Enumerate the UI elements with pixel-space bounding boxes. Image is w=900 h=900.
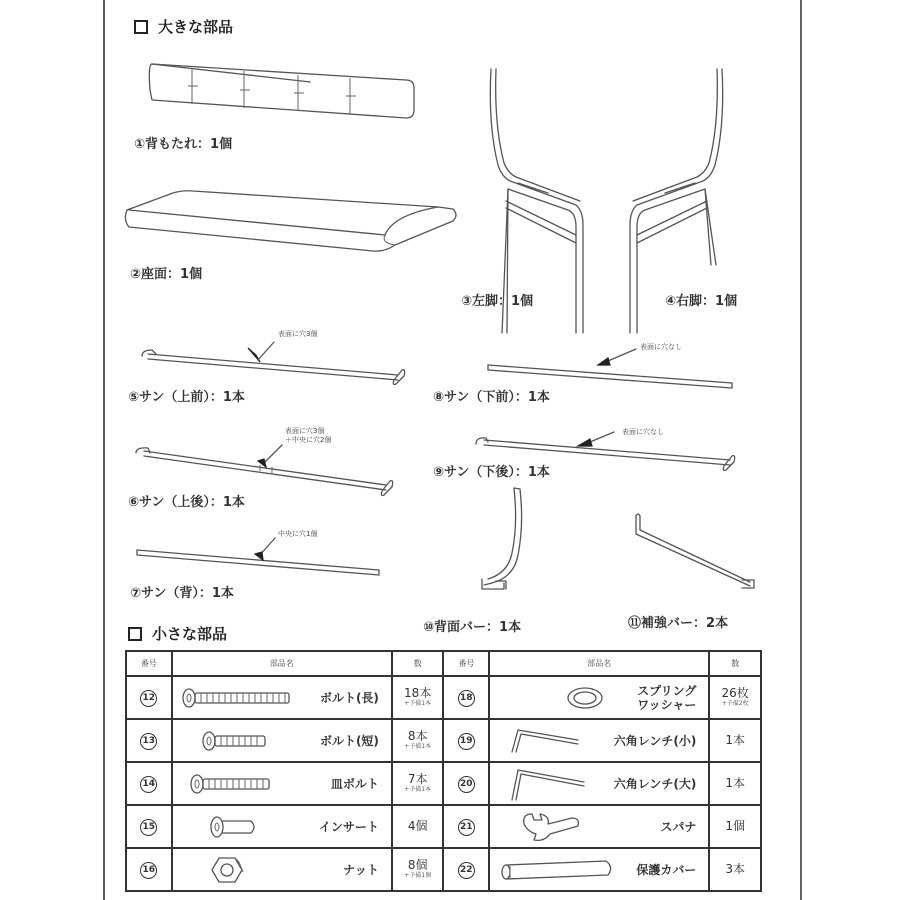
rail-upper-front-illustration xyxy=(140,340,410,385)
part-name: スパナ xyxy=(660,819,697,834)
note-rail-lower-front: 表面に穴なし xyxy=(640,343,682,351)
part-qty: 26枚 xyxy=(721,686,749,700)
part-qty: 4個 xyxy=(407,819,428,833)
header-no: 番号 xyxy=(443,651,489,676)
spring-washer-icon xyxy=(565,686,605,710)
table-row xyxy=(126,719,761,762)
part-name: スプリング ワッシャー xyxy=(637,683,697,712)
part-label-rail-lower-back: ⑨サン（下後）：1本 xyxy=(433,465,550,480)
part-number: 18 xyxy=(458,690,475,707)
part-number: 15 xyxy=(140,819,157,836)
long-bolt-icon xyxy=(181,687,291,709)
table-row xyxy=(126,762,761,805)
part-qty: 18本 xyxy=(404,686,432,700)
part-name: ボルト(短) xyxy=(319,733,379,748)
note-rail-back: 中央に穴1個 xyxy=(278,530,318,538)
note-rail-lower-back: 表面に穴なし xyxy=(622,428,664,436)
table-row xyxy=(126,848,761,891)
reinforcement-bar-illustration xyxy=(634,512,759,592)
table-header-row xyxy=(126,651,761,676)
part-spare: +予備2枚 xyxy=(721,700,749,707)
header-name: 部品名 xyxy=(489,651,709,676)
part-name: 六角レンチ(大) xyxy=(613,776,697,791)
small-parts-heading xyxy=(128,623,227,644)
hex-wrench-small-icon xyxy=(508,726,583,756)
table-row xyxy=(126,805,761,848)
header-qty: 数 xyxy=(392,651,444,676)
rail-lower-front-illustration xyxy=(486,345,736,390)
part-label-seat: ②座面：1個 xyxy=(130,267,203,282)
part-spare: +予備1個 xyxy=(404,872,432,879)
checkbox-icon xyxy=(128,627,142,641)
part-qty: 7本 xyxy=(407,772,428,786)
part-spare: +予備1本 xyxy=(404,700,432,707)
part-qty: 8本 xyxy=(407,729,428,743)
part-number: 13 xyxy=(140,733,157,750)
hex-wrench-large-icon xyxy=(508,766,588,802)
page-border-left xyxy=(103,0,105,900)
part-label-backrest: ①背もたれ：1個 xyxy=(134,137,233,152)
part-qty: 1本 xyxy=(725,776,746,790)
part-label-rail-upper-back: ⑥サン（上後）：1本 xyxy=(128,495,245,510)
small-parts-table xyxy=(125,650,762,892)
small-parts-title: 小さな部品 xyxy=(152,625,228,643)
part-spare: +予備1本 xyxy=(404,743,432,750)
part-number: 20 xyxy=(458,776,475,793)
header-qty: 数 xyxy=(709,651,761,676)
protective-cover-icon xyxy=(498,857,618,883)
part-number: 19 xyxy=(458,733,475,750)
seat-illustration xyxy=(123,185,458,255)
large-parts-heading xyxy=(134,16,233,37)
page-border-right xyxy=(800,0,802,900)
part-number: 16 xyxy=(140,862,157,879)
header-name: 部品名 xyxy=(172,651,392,676)
part-qty: 3本 xyxy=(725,862,746,876)
header-no: 番号 xyxy=(126,651,172,676)
part-label-back-bar: ⑩背面バー：1本 xyxy=(423,620,522,635)
backrest-illustration xyxy=(148,60,318,122)
part-qty: 1本 xyxy=(725,733,746,747)
part-number: 14 xyxy=(140,776,157,793)
part-name: 六角レンチ(小) xyxy=(613,733,697,748)
part-label-reinforcement-bar: ⑪補強バー：2本 xyxy=(628,616,729,631)
note-rail-upper-front: 表面に穴3個 xyxy=(278,330,318,338)
part-name: インサート xyxy=(318,819,379,834)
part-name: 保護カバー xyxy=(636,862,697,877)
table-row xyxy=(126,676,761,719)
part-qty: 1個 xyxy=(725,819,746,833)
hex-nut-icon xyxy=(211,854,245,886)
rail-back-illustration xyxy=(135,538,385,578)
part-spare: +予備1本 xyxy=(404,786,432,793)
part-number: 12 xyxy=(140,690,157,707)
back-bar-illustration xyxy=(478,485,538,595)
checkbox-icon xyxy=(134,20,148,34)
short-bolt-icon xyxy=(201,730,271,752)
part-label-right-leg: ④右脚：1個 xyxy=(665,294,738,309)
part-qty: 8個 xyxy=(407,858,428,872)
part-name: ボルト(長) xyxy=(319,690,379,705)
part-label-rail-upper-front: ⑤サン（上前）：1本 xyxy=(128,390,245,405)
part-label-rail-back: ⑦サン（背）：1本 xyxy=(130,586,234,601)
large-parts-title: 大きな部品 xyxy=(158,18,234,36)
part-name: 皿ボルト xyxy=(330,776,379,791)
part-label-rail-lower-front: ⑧サン（下前）：1本 xyxy=(433,390,550,405)
spanner-icon xyxy=(520,810,582,844)
part-name: ナット xyxy=(343,862,379,877)
part-number: 21 xyxy=(458,819,475,836)
rail-upper-back-illustration xyxy=(134,445,404,495)
part-number: 22 xyxy=(458,862,475,879)
note-rail-upper-back: 表面に穴3個 ＋中央に穴2個 xyxy=(285,427,332,444)
insert-nut-icon xyxy=(209,815,259,839)
part-label-left-leg: ③左脚：1個 xyxy=(461,294,534,309)
flat-bolt-icon xyxy=(189,773,274,795)
